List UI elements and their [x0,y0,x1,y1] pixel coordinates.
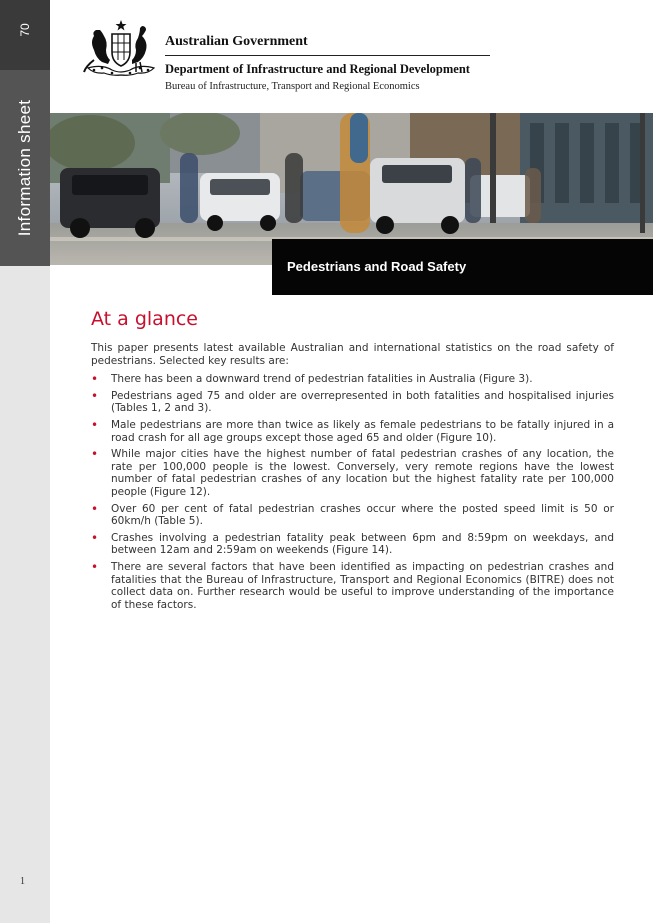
bullet-dot-icon: • [91,388,99,403]
government-name: Australian Government [165,34,490,56]
bullet-dot-icon: • [91,372,99,387]
sheet-type-label: Information sheet [15,99,34,237]
section-heading: At a glance [91,308,198,330]
page-number: 1 [20,876,25,887]
sheet-type-box [0,70,50,266]
document-title: Pedestrians and Road Safety [287,259,467,274]
bullet-dot-icon: • [91,501,99,516]
list-item [91,419,614,444]
coat-of-arms-icon [82,20,160,78]
list-item [91,373,614,386]
list-item [91,532,614,557]
header-text-block [165,34,490,92]
bullet-dot-icon: • [91,447,99,462]
list-item-text: Over 60 per cent of fatal pedestrian crashes occur where the posted speed limit is 50 or 60km/h (Table 5). [111,502,614,528]
list-item-text: While major cities have the highest number of fatal pedestrian crashes of any location, the rate per 100,000 people is the lowest. Conversely, very remote regions have the lowest number of fatal pedestrian crashes of any location but the highest fatality rate per 100,000 people (Figure 12). [111,448,614,498]
list-item-text: There has been a downward trend of pedestrian fatalities in Australia (Figure 3). [111,373,533,386]
content-body [91,342,614,615]
list-item-text: Crashes involving a pedestrian fatality peak between 6pm and 8:59pm on weekdays, and between 12am and 2:59am on weekends (Figure 14). [111,531,614,557]
title-banner [272,239,653,295]
list-item [91,503,614,528]
bureau-name: Bureau of Infrastructure, Transport and Regional Economics [165,81,420,92]
list-item [91,448,614,498]
list-item [91,561,614,611]
list-item-text: Pedestrians aged 75 and older are overrepresented in both fatalities and hospitalised injuries (Tables 1, 2 and 3). [111,389,614,415]
list-item [91,390,614,415]
intro-paragraph: This paper presents latest available Australian and international statistics on the road safety of pedestrians. Selected key results are: [91,342,614,367]
key-results-list [91,373,614,611]
bullet-dot-icon: • [91,559,99,574]
list-item-text: Male pedestrians are more than twice as likely as female pedestrians to be fatally injured in a road crash for all age groups except those aged 65 and older (Figure 10). [111,418,614,444]
bullet-dot-icon: • [91,530,99,545]
sheet-number-box [0,0,50,70]
sheet-number: 70 [18,23,32,37]
department-name: Department of Infrastructure and Regional Development [165,62,470,76]
list-item-text: There are several factors that have been identified as impacting on pedestrian crashes and fatalities that the Bureau of Infrastructure, Transport and Regional Economics (BITRE) does not collect data on. Further research would be useful to improve understanding of the importance of these factors. [111,560,614,611]
bullet-dot-icon: • [91,417,99,432]
